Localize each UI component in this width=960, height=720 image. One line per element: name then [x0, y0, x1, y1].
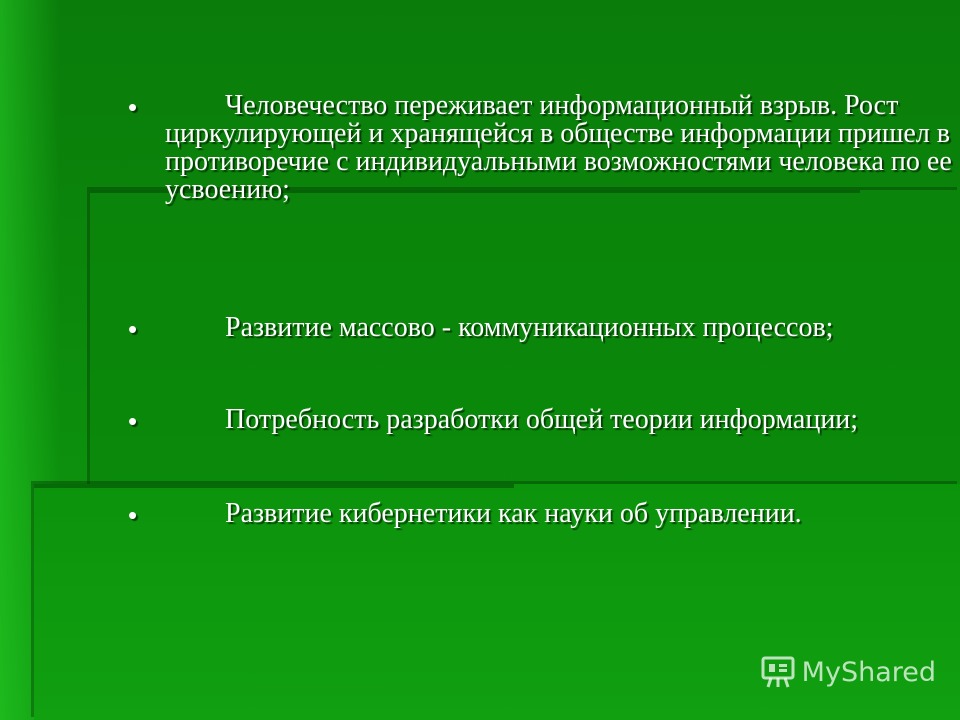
bullet-marker: •: [128, 92, 138, 122]
watermark-text: MyShared: [801, 656, 936, 688]
bullet-item-1: [165, 92, 955, 204]
bullet-marker: •: [128, 314, 138, 344]
bullet-item-1-text: Человечество переживает информационный взрыв. Рост циркулирующей и хранящейся в обществе информации пришел в противоречие с индивидуальными возможностями человека по ее усвоению;: [165, 90, 952, 205]
presentation-board-icon: [760, 655, 796, 689]
bullet-item-4: Развитие кибернетики как науки об управлении.: [225, 498, 802, 529]
watermark: [760, 655, 936, 689]
bullet-item-2: Развитие массово - коммуникационных процессов;: [225, 312, 834, 343]
bullet-marker: •: [128, 500, 138, 530]
bullet-marker: •: [128, 406, 138, 436]
bullet-item-3: Потребность разработки общей теории информации;: [225, 404, 859, 435]
